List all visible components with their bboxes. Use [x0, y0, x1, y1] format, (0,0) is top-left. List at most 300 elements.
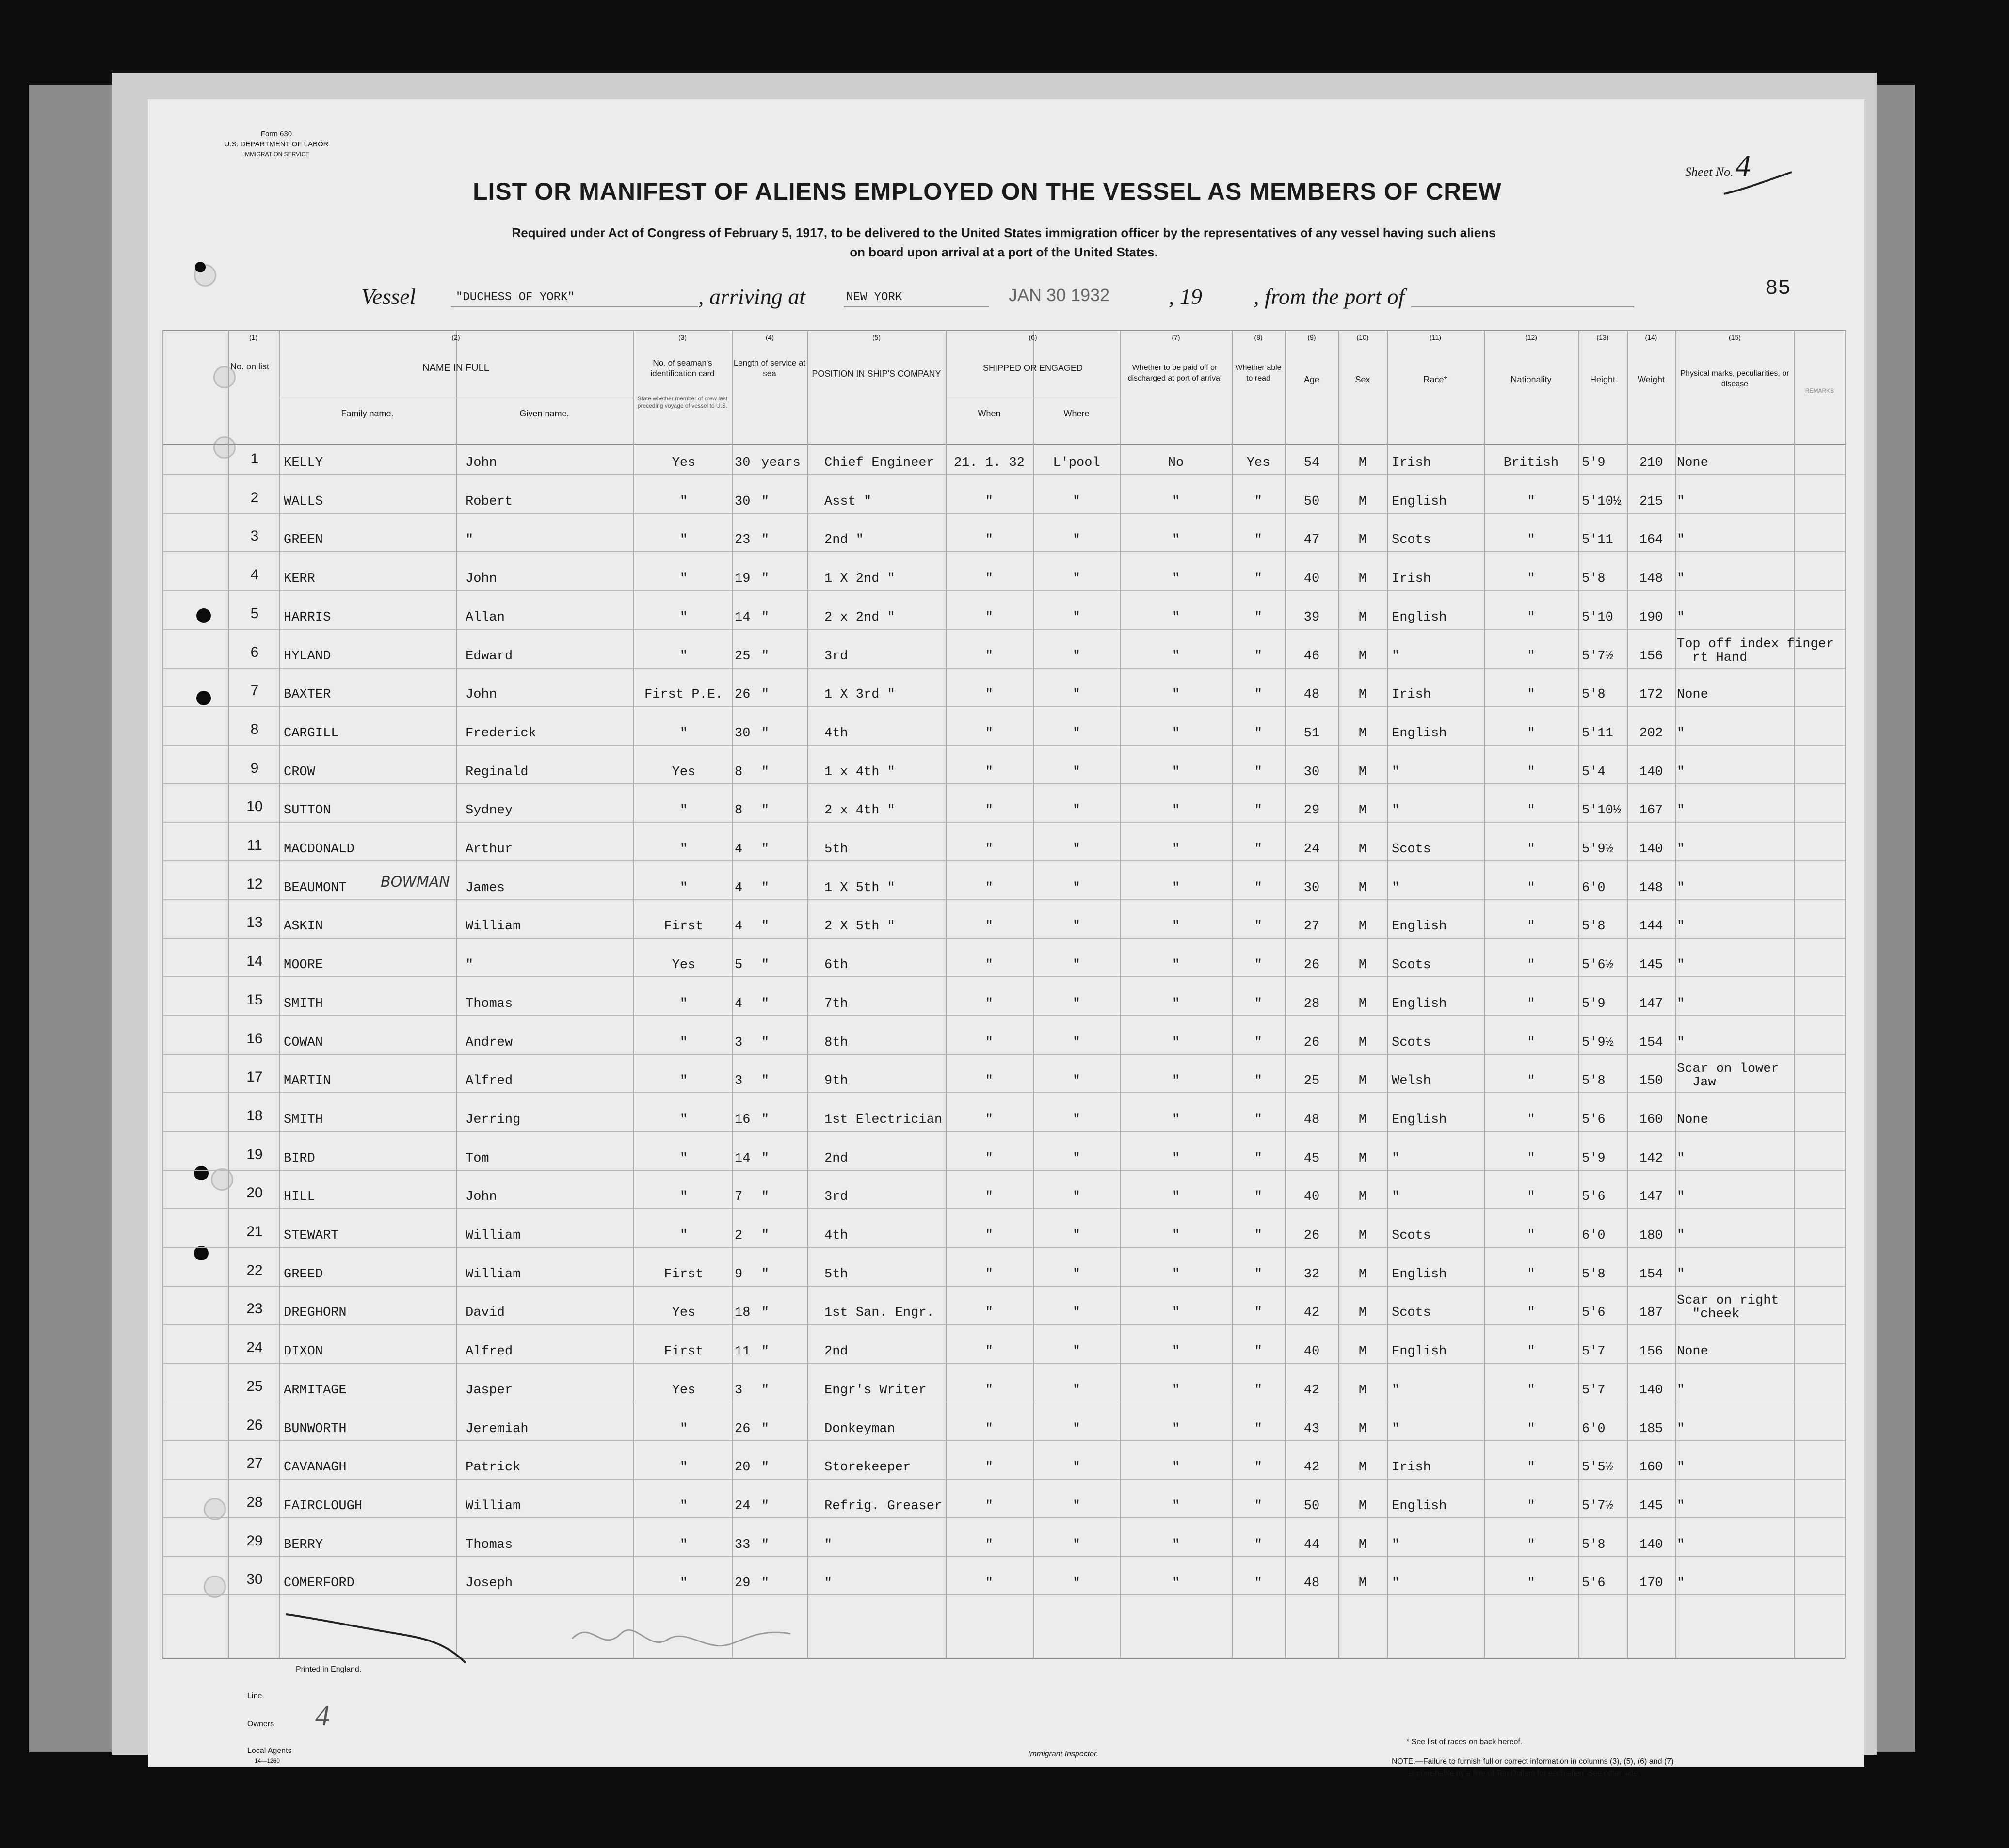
row-number: 4: [250, 567, 259, 583]
column-number: (12): [1525, 334, 1537, 341]
height-cell: 5'6: [1582, 1112, 1606, 1127]
id-card-cell: First: [664, 1267, 704, 1282]
length-unit-cell: ": [761, 1190, 770, 1205]
row-rule: [162, 783, 1845, 784]
length-service-cell: 4: [735, 919, 743, 934]
length-unit-cell: ": [761, 1537, 770, 1552]
physical-marks-cell: None: [1677, 456, 1708, 470]
height-cell: 5'10½: [1582, 803, 1622, 818]
id-card-cell: ": [679, 726, 688, 741]
position-cell: 2 x 2nd ": [824, 610, 895, 625]
length-unit-cell: ": [761, 1074, 770, 1089]
nationality-cell: British: [1503, 456, 1559, 470]
row-number: 13: [246, 914, 263, 931]
id-card-cell: First: [664, 919, 704, 934]
nationality-cell: ": [1527, 1498, 1535, 1513]
weight-cell: 160: [1639, 1460, 1663, 1475]
column-number: (11): [1430, 334, 1441, 341]
column-rule: [162, 330, 163, 1658]
given-name-cell: John: [466, 687, 497, 702]
column-rule: [279, 330, 280, 1658]
race-cell: ": [1392, 1421, 1400, 1436]
length-service-cell: 33: [735, 1537, 751, 1552]
sheet-number-underline: [1721, 170, 1794, 199]
weight-cell: 170: [1639, 1576, 1663, 1591]
header-remarks: REMARKS: [1805, 387, 1834, 394]
physical-marks-cell: ": [1677, 765, 1685, 780]
shipped-when-cell: ": [985, 1267, 994, 1282]
shipped-where-cell: ": [1072, 1421, 1081, 1436]
height-cell: 5'6½: [1582, 958, 1613, 973]
id-card-cell: ": [679, 880, 688, 895]
paid-off-cell: ": [1172, 996, 1180, 1011]
sex-cell: M: [1358, 842, 1367, 857]
column-number: (4): [765, 334, 774, 341]
height-cell: 5'11: [1582, 533, 1613, 548]
id-card-cell: ": [679, 1537, 688, 1552]
family-name-cell: SMITH: [284, 996, 323, 1011]
nationality-cell: ": [1527, 494, 1535, 509]
row-number: 25: [246, 1378, 263, 1394]
row-rule: [162, 474, 1845, 475]
vessel-name-underline: [451, 306, 698, 307]
sex-cell: M: [1358, 1576, 1367, 1591]
row-rule: [162, 1092, 1845, 1093]
position-cell: 1 x 4th ": [824, 765, 895, 780]
header-position: POSITION IN SHIP'S COMPANY: [812, 369, 941, 379]
able-read-cell: ": [1254, 572, 1263, 587]
length-service-cell: 3: [735, 1383, 743, 1398]
physical-marks-cell: ": [1677, 610, 1685, 625]
position-cell: 2 x 4th ": [824, 803, 895, 818]
physical-marks-cell: ": [1677, 919, 1685, 934]
row-number: 7: [250, 683, 259, 699]
weight-cell: 180: [1639, 1228, 1663, 1243]
age-cell: 24: [1303, 842, 1320, 857]
physical-marks-cell: ": [1677, 996, 1685, 1011]
header-given-name: Given name.: [519, 409, 569, 418]
paid-off-cell: ": [1172, 726, 1180, 741]
row-number: 14: [246, 953, 263, 970]
given-name-cell: Jeremiah: [466, 1421, 529, 1436]
race-footnote: * See list of races on back hereof.: [1406, 1738, 1523, 1746]
age-cell: 43: [1303, 1421, 1320, 1436]
physical-marks-cell: ": [1677, 1190, 1685, 1205]
shipped-when-cell: ": [985, 1344, 994, 1359]
age-cell: 25: [1303, 1074, 1320, 1089]
position-cell: 1 X 5th ": [824, 880, 895, 895]
id-card-cell: First P.E.: [644, 687, 723, 702]
position-cell: 9th: [824, 1074, 848, 1089]
paid-off-cell: ": [1172, 610, 1180, 625]
length-service-cell: 8: [735, 765, 743, 780]
age-cell: 45: [1303, 1151, 1320, 1166]
given-name-cell: Andrew: [466, 1035, 513, 1050]
able-read-cell: ": [1254, 842, 1263, 857]
family-name-cell: BEAUMONT: [284, 880, 347, 895]
column-rule: [228, 330, 229, 1658]
binder-ring: [211, 1168, 233, 1191]
column-rule: [1387, 330, 1388, 1658]
immigrant-inspector-label: Immigrant Inspector.: [1028, 1750, 1099, 1758]
service-label: IMMIGRATION SERVICE: [243, 151, 310, 158]
row-number: 11: [247, 837, 262, 853]
physical-marks-cell-line2: Jaw: [1692, 1075, 1716, 1090]
able-read-cell: ": [1254, 919, 1263, 934]
column-rule: [1338, 330, 1339, 1658]
length-unit-cell: ": [761, 919, 770, 934]
id-card-cell: ": [679, 803, 688, 818]
length-unit-cell: ": [761, 494, 770, 509]
physical-marks-cell: None: [1677, 1112, 1708, 1127]
column-rule: [1120, 330, 1121, 1658]
year-label: , 19: [1169, 284, 1202, 309]
age-cell: 30: [1303, 765, 1320, 780]
header-name-in-full: NAME IN FULL: [422, 363, 489, 373]
paid-off-cell: ": [1172, 687, 1180, 702]
column-rule: [1794, 330, 1795, 1658]
length-unit-cell: ": [761, 996, 770, 1011]
family-name-cell: ARMITAGE: [284, 1383, 347, 1398]
family-name-cell: COMERFORD: [284, 1576, 354, 1591]
physical-marks-cell: Top off index finger: [1677, 637, 1834, 652]
able-read-cell: ": [1254, 1344, 1263, 1359]
paid-off-cell: ": [1172, 1074, 1180, 1089]
position-cell: 7th: [824, 996, 848, 1011]
position-cell: 3rd: [824, 649, 848, 664]
row-number: 3: [250, 528, 259, 544]
length-unit-cell: ": [761, 1228, 770, 1243]
sex-cell: M: [1358, 1306, 1367, 1321]
weight-cell: 147: [1639, 996, 1663, 1011]
paid-off-cell: ": [1172, 1460, 1180, 1475]
nationality-cell: ": [1527, 1576, 1535, 1591]
id-card-cell: Yes: [672, 958, 696, 973]
length-service-cell: 8: [735, 803, 743, 818]
length-service-cell: 14: [735, 1151, 751, 1166]
age-cell: 32: [1303, 1267, 1320, 1282]
shipped-when-cell: ": [985, 687, 994, 702]
able-read-cell: ": [1254, 1267, 1263, 1282]
paid-off-cell: ": [1172, 1421, 1180, 1436]
physical-marks-cell: ": [1677, 1498, 1685, 1513]
physical-marks-cell: ": [1677, 1383, 1685, 1398]
height-cell: 5'8: [1582, 1074, 1606, 1089]
header-sex: Sex: [1355, 375, 1370, 384]
nationality-cell: ": [1527, 1228, 1535, 1243]
row-number: 15: [246, 991, 263, 1008]
id-card-cell: Yes: [672, 1306, 696, 1321]
able-read-cell: ": [1254, 1074, 1263, 1089]
position-cell: 8th: [824, 1035, 848, 1050]
physical-marks-cell: Scar on lower: [1677, 1062, 1779, 1077]
header-where: Where: [1063, 409, 1090, 418]
header-able-read: Whether able to read: [1235, 364, 1282, 382]
id-card-cell: Yes: [672, 1383, 696, 1398]
height-cell: 5'7½: [1582, 1498, 1613, 1513]
arriving-label: , arriving at: [698, 284, 806, 309]
height-cell: 5'9: [1582, 996, 1606, 1011]
race-cell: English: [1392, 1344, 1447, 1359]
position-cell: 2 X 5th ": [824, 919, 895, 934]
column-number: (10): [1356, 334, 1369, 341]
given-name-cell: John: [466, 1190, 497, 1205]
nationality-cell: ": [1527, 919, 1535, 934]
given-name-cell: Allan: [466, 610, 505, 625]
physical-marks-cell: ": [1677, 533, 1685, 548]
department-label: U.S. DEPARTMENT OF LABOR: [224, 140, 329, 148]
shipped-when-cell: ": [985, 649, 994, 664]
family-name-cell: SMITH: [284, 1112, 323, 1127]
shipped-when-cell: ": [985, 1151, 994, 1166]
shipped-when-cell: ": [985, 919, 994, 934]
subtitle-line-2: on board upon arrival at a port of the United States.: [850, 245, 1158, 259]
race-cell: Scots: [1392, 842, 1431, 857]
length-service-cell: 9: [735, 1267, 743, 1282]
binder-hole: [195, 262, 206, 272]
given-name-cell: Jerring: [466, 1112, 521, 1127]
height-cell: 5'9: [1582, 456, 1606, 470]
length-service-cell: 14: [735, 610, 751, 625]
nationality-cell: ": [1527, 572, 1535, 587]
race-cell: ": [1392, 803, 1400, 818]
column-rule: [1845, 330, 1846, 1658]
position-cell: Storekeeper: [824, 1460, 911, 1475]
row-number: 8: [250, 721, 259, 737]
age-cell: 29: [1303, 803, 1320, 818]
form-number: Form 630: [260, 130, 292, 138]
family-name-cell: BERRY: [284, 1537, 323, 1552]
paid-off-cell: ": [1172, 1151, 1180, 1166]
table-top-rule: [162, 330, 1845, 331]
age-cell: 51: [1303, 726, 1320, 741]
able-read-cell: ": [1254, 533, 1263, 548]
weight-cell: 164: [1639, 533, 1663, 548]
column-rule: [1232, 330, 1233, 1658]
nationality-cell: ": [1527, 533, 1535, 548]
length-service-cell: 29: [735, 1576, 751, 1591]
id-card-cell: ": [679, 494, 688, 509]
given-name-cell: Reginald: [466, 765, 529, 780]
race-cell: English: [1392, 1112, 1447, 1127]
shipped-where-cell: ": [1072, 610, 1081, 625]
age-cell: 48: [1303, 687, 1320, 702]
physical-marks-cell: ": [1677, 494, 1685, 509]
age-cell: 44: [1303, 1537, 1320, 1552]
sex-cell: M: [1358, 1537, 1367, 1552]
race-cell: ": [1392, 1576, 1400, 1591]
nationality-cell: ": [1527, 1190, 1535, 1205]
shipped-where-cell: ": [1072, 919, 1081, 934]
id-card-cell: ": [679, 1112, 688, 1127]
able-read-cell: ": [1254, 1498, 1263, 1513]
race-cell: English: [1392, 1267, 1447, 1282]
length-service-cell: 4: [735, 842, 743, 857]
length-service-cell: 4: [735, 880, 743, 895]
family-name-cell: MOORE: [284, 958, 323, 973]
row-rule: [162, 1131, 1845, 1132]
length-service-cell: 7: [735, 1190, 743, 1205]
header-length-service: Length of service at sea: [733, 358, 806, 378]
row-rule: [162, 706, 1845, 707]
shipped-where-cell: ": [1072, 1537, 1081, 1552]
subtitle-line-1: Required under Act of Congress of February 5, 1917, to be delivered to the United States immigration officer by the representatives of any vessel having such aliens: [512, 225, 1496, 240]
id-card-cell: ": [679, 1074, 688, 1089]
sex-cell: M: [1358, 726, 1367, 741]
paid-off-cell: ": [1172, 958, 1180, 973]
sex-cell: M: [1358, 1267, 1367, 1282]
given-name-cell: William: [466, 919, 521, 934]
column-number: (13): [1596, 334, 1609, 341]
able-read-cell: ": [1254, 1576, 1263, 1591]
physical-marks-cell-line2: rt Hand: [1692, 650, 1748, 665]
nationality-cell: ": [1527, 1306, 1535, 1321]
column-rule: [1484, 330, 1485, 1658]
able-read-cell: ": [1254, 765, 1263, 780]
column-number: (5): [872, 334, 881, 341]
handwritten-name-annotation: BOWMAN: [381, 873, 450, 891]
able-read-cell: ": [1254, 880, 1263, 895]
shipped-where-cell: ": [1072, 996, 1081, 1011]
id-card-cell: First: [664, 1344, 704, 1359]
sex-cell: M: [1358, 1151, 1367, 1166]
id-card-cell: ": [679, 842, 688, 857]
weight-cell: 147: [1639, 1190, 1663, 1205]
length-service-cell: 26: [735, 1421, 751, 1436]
given-name-cell: Tom: [466, 1151, 489, 1166]
shipped-where-cell: ": [1072, 572, 1081, 587]
age-cell: 42: [1303, 1383, 1320, 1398]
id-card-cell: ": [679, 1228, 688, 1243]
height-cell: 5'6: [1582, 1576, 1606, 1591]
row-number: 22: [246, 1262, 263, 1278]
paid-off-cell: ": [1172, 842, 1180, 857]
able-read-cell: ": [1254, 494, 1263, 509]
shipped-when-cell: ": [985, 958, 994, 973]
given-name-cell: ": [466, 533, 474, 548]
family-name-cell: STEWART: [284, 1228, 339, 1243]
physical-marks-cell-line2: "cheek: [1692, 1307, 1740, 1322]
length-service-cell: 24: [735, 1498, 751, 1513]
nationality-cell: ": [1527, 1151, 1535, 1166]
given-name-cell: John: [466, 572, 497, 587]
header-id-card: No. of seaman's identification card: [650, 358, 715, 378]
shipped-where-cell: ": [1072, 842, 1081, 857]
position-cell: Refrig. Greaser: [824, 1498, 943, 1513]
physical-marks-cell: ": [1677, 1537, 1685, 1552]
position-cell: 2nd: [824, 1344, 848, 1359]
family-name-cell: CARGILL: [284, 726, 339, 741]
header-id-card-note: State whether member of crew last preceding voyage of vessel to U.S.: [637, 395, 728, 409]
shipped-where-cell: ": [1072, 1383, 1081, 1398]
age-cell: 54: [1303, 456, 1320, 470]
height-cell: 5'7½: [1582, 649, 1613, 664]
binder-hole: [196, 608, 211, 623]
row-rule: [162, 590, 1845, 591]
row-rule: [162, 1479, 1845, 1480]
weight-cell: 187: [1639, 1306, 1663, 1321]
position-cell: 1st Electrician: [824, 1112, 943, 1127]
shipped-when-cell: ": [985, 1421, 994, 1436]
row-number: 10: [246, 798, 263, 815]
weight-cell: 156: [1639, 649, 1663, 664]
weight-cell: 160: [1639, 1112, 1663, 1127]
family-name-cell: ASKIN: [284, 919, 323, 934]
race-cell: Scots: [1392, 1228, 1431, 1243]
sex-cell: M: [1358, 649, 1367, 664]
shipped-where-cell: ": [1072, 880, 1081, 895]
length-unit-cell: ": [761, 726, 770, 741]
able-read-cell: ": [1254, 1460, 1263, 1475]
able-read-cell: ": [1254, 1421, 1263, 1436]
shipped-where-cell: ": [1072, 726, 1081, 741]
height-cell: 5'6: [1582, 1190, 1606, 1205]
column-rule: [732, 330, 733, 1658]
row-rule: [162, 976, 1845, 977]
race-cell: ": [1392, 1537, 1400, 1552]
position-cell: 1 X 3rd ": [824, 687, 895, 702]
position-cell: Chief Engineer: [824, 456, 934, 470]
id-card-cell: ": [679, 1151, 688, 1166]
family-name-cell: DREGHORN: [284, 1306, 347, 1321]
able-read-cell: ": [1254, 1035, 1263, 1050]
weight-cell: 148: [1639, 572, 1663, 587]
row-number: 29: [246, 1532, 263, 1549]
nationality-cell: ": [1527, 1267, 1535, 1282]
weight-cell: 140: [1639, 1383, 1663, 1398]
row-rule: [162, 1363, 1845, 1364]
header-physical: Physical marks, peculiarities, or disease: [1680, 369, 1789, 388]
able-read-cell: ": [1254, 1228, 1263, 1243]
row-rule: [162, 1594, 1845, 1595]
weight-cell: 172: [1639, 687, 1663, 702]
weight-cell: 140: [1639, 842, 1663, 857]
paid-off-cell: ": [1172, 803, 1180, 818]
id-card-cell: ": [679, 572, 688, 587]
row-number: 9: [250, 760, 259, 776]
family-name-cell: BUNWORTH: [284, 1421, 347, 1436]
owners-label: Owners: [247, 1720, 274, 1728]
physical-marks-cell: ": [1677, 1576, 1685, 1591]
shipped-when-cell: ": [985, 996, 994, 1011]
race-cell: Scots: [1392, 1035, 1431, 1050]
physical-marks-cell: ": [1677, 880, 1685, 895]
column-rule: [1675, 330, 1676, 1658]
sex-cell: M: [1358, 456, 1367, 470]
physical-marks-cell: ": [1677, 1035, 1685, 1050]
shipped-where-cell: ": [1072, 1306, 1081, 1321]
race-cell: Irish: [1392, 1460, 1431, 1475]
document-subtitle: [325, 223, 1683, 262]
age-cell: 42: [1303, 1306, 1320, 1321]
id-card-cell: ": [679, 610, 688, 625]
length-unit-cell: ": [761, 1344, 770, 1359]
given-name-cell: Alfred: [466, 1074, 513, 1089]
sex-cell: M: [1358, 1228, 1367, 1243]
id-card-cell: ": [679, 649, 688, 664]
shipped-where-cell: ": [1072, 1151, 1081, 1166]
race-cell: English: [1392, 919, 1447, 934]
sex-cell: M: [1358, 803, 1367, 818]
penalty-note-1: NOTE.—Failure to furnish full or correct information in columns (3), (5), (6) and (7): [1392, 1757, 1674, 1766]
shipped-where-cell: ": [1072, 1190, 1081, 1205]
id-card-cell: ": [679, 1576, 688, 1591]
physical-marks-cell: ": [1677, 842, 1685, 857]
shipped-where-cell: ": [1072, 1460, 1081, 1475]
row-rule: [162, 1247, 1845, 1248]
shipped-where-cell: ": [1072, 1035, 1081, 1050]
age-cell: 47: [1303, 533, 1320, 548]
